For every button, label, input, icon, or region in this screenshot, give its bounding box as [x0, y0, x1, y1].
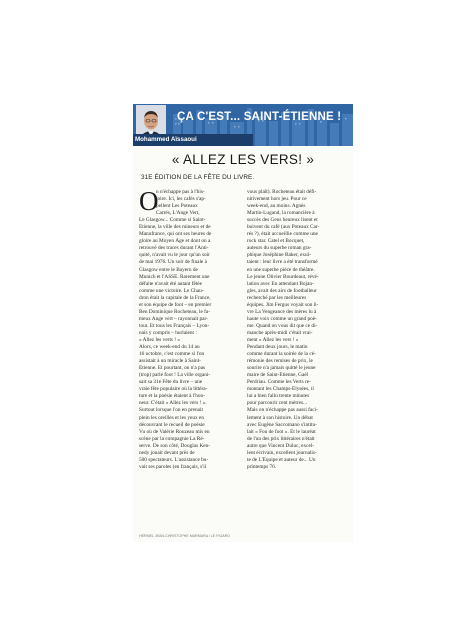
body-text-line: gles, avait des airs de footballeur	[247, 287, 317, 294]
body-text-line: tout. Et tous les Français – Lyon-	[139, 322, 210, 329]
body-text-line: avec Eugène Saccomano s'intitu-	[247, 421, 317, 428]
body-text-line: me. Quand on vous dit que ce di-	[247, 322, 318, 329]
body-text-line: rés ?), était accueillie comme une	[247, 231, 318, 238]
body-text-line: plein les oreilles et les yeux en	[139, 414, 205, 421]
banner-title: ÇA C'EST... SAINT-ÉTIENNE !	[177, 111, 342, 123]
body-text-line: printemps 76.	[247, 463, 277, 470]
body-text-line: taient : leur livre a été transformé	[247, 259, 318, 266]
body-text-line: auteurs du superbe roman gra-	[247, 245, 312, 252]
body-text-line: recherché par les meilleures	[247, 294, 307, 301]
body-text-line: de mai 1976. Un soir de finale à	[139, 259, 207, 266]
body-text-line: lation avec En attendant Bojan-	[247, 280, 314, 287]
author-name: Mohammed Aïssaoui	[135, 136, 197, 143]
body-column-right	[247, 189, 348, 471]
body-text-line: meux Ange vert – rayonnait par-	[139, 315, 208, 322]
body-text-line: défaite n'avait été autant fêtée	[139, 280, 203, 287]
column-banner	[133, 104, 353, 146]
body-text-line: quité, n'avait vu le jour qu'un soir	[139, 252, 210, 259]
article-subhead: 31E ÉDITION DE LA FÊTE DU LIVRE.	[141, 174, 255, 181]
body-text-line: Martin-Lugand, la romancière à	[247, 210, 315, 217]
body-text-line: rock star. Catel et Bocquet,	[247, 238, 305, 245]
newspaper-clipping	[133, 104, 353, 542]
body-text-line: de l'un des prix littéraires n'était	[247, 435, 315, 442]
article-headline: « ALLEZ LES VERS! »	[171, 152, 315, 167]
body-text-line: rémonie des remises de prix, le	[247, 358, 313, 365]
body-text-line: vait ses paroles (en français, s'il	[139, 463, 207, 470]
body-text-line: sait sa 31e Fête du livre – une	[139, 379, 203, 386]
body-text-line: succès des Gens heureux lisent et	[247, 217, 318, 224]
body-text-line: scène par la compagnie La Ré-	[139, 435, 205, 442]
body-column-left	[139, 186, 240, 471]
body-text-line: ture et la poésie étaient à l'hon-	[139, 393, 205, 400]
body-text-line: haute voix comme un grand poè-	[247, 315, 317, 322]
body-text-line: découvrant le recueil de poésie	[139, 421, 205, 428]
body-text-line: gloire au Moyen Âge et dont on a	[139, 238, 211, 245]
body-text-line: lui a bien fallu trente minutes	[247, 393, 310, 400]
author-bar	[133, 134, 253, 146]
body-text-line: Vu où de Valérie Rouzeau mis en	[139, 428, 210, 435]
body-text-line: boivent du café (aux Poteaux Car-	[247, 224, 320, 231]
body-text-line: autre que Vincent Duluc, excel-	[247, 442, 315, 449]
body-text-line: Munich et l'ASSE. Rarement une	[139, 273, 210, 280]
body-text-line: lent écrivain, excellent journalis-	[247, 449, 317, 456]
body-text-line: phique Joséphine Baker, exul-	[247, 252, 311, 259]
body-text-line: Perdriau. Comme les Verts re-	[247, 379, 311, 386]
body-text-line: équipes. Jim Fergus voyait son li-	[247, 301, 319, 308]
body-text-line: (trop) parlé foot ! La ville organi-	[139, 372, 211, 379]
body-text-line: maire de Saint-Étienne, Gaël	[247, 372, 309, 379]
body-text-line: week-end, au moins. Agnès	[247, 203, 306, 210]
body-text-line: « Allez les verts ! »	[139, 336, 181, 343]
drop-cap: O	[139, 186, 159, 216]
body-text-line: vre La Vengeance des mères lu à	[247, 308, 317, 315]
body-text-line: Étienne, la ville des mineurs et de	[139, 224, 211, 231]
body-text-line: lement à son histoire. Un débat	[247, 414, 313, 421]
body-text-line: vraie fête populaire où la littéra-	[139, 386, 208, 393]
body-text-line: nais y compris – hurlaient :	[139, 329, 197, 336]
body-text-line: assistait à un miracle à Saint-	[139, 358, 201, 365]
body-text-line: retrouvé des traces durant l'Anti-	[139, 245, 209, 252]
body-text-line: pellent Les Poteaux	[156, 203, 198, 210]
body-text-line: et son équipe de foot – en premier	[139, 301, 212, 308]
body-text-line: manche après-midi c'était vrai-	[247, 329, 313, 336]
body-text-line: te de L'Équipe et auteur de... Un	[247, 456, 316, 463]
body-text-line: neur. C'était « Allez les vers ! ».	[139, 400, 207, 407]
body-text-line: comme une victoire. Le Chau-	[139, 287, 204, 294]
body-text-line: comme durant la soirée de la cé-	[247, 351, 316, 358]
body-text-line: 500 spectateurs. L'assistance bu-	[139, 456, 209, 463]
body-text-line: pour parcourir cent mètres...	[247, 400, 308, 407]
body-text-line: Glasgow entre le Bayern de	[139, 266, 198, 273]
body-text-line: Ben Dominique Rocheteau, le fa-	[139, 308, 211, 315]
body-text-line: Le jeune Olivier Bourdeaut, révé-	[247, 273, 319, 280]
body-text-line: Manufrance, qui ont ses heures de	[139, 231, 212, 238]
body-text-line: Pendant deux jours, le matin	[247, 344, 308, 351]
body-text-line: dron était la capitale de la France,	[139, 294, 211, 301]
body-text-line: n n'échappe pas à l'his-	[156, 189, 205, 195]
body-text-line: 16 octobre, c'est comme si l'on	[139, 351, 205, 358]
body-text-line: lait « Fou de foot ». Et le lauréat	[247, 428, 316, 435]
body-text-line: toire. Ici, les cafés s'ap-	[156, 196, 206, 203]
body-text-line: ment « Allez les vers ! »	[247, 336, 299, 343]
body-text-line: Mais on n'échappe pas aussi faci-	[247, 407, 318, 414]
body-text-line: nitivement hors jeu. Pour ce	[247, 196, 307, 203]
photo-credit: HERMEL JEAN-CHRISTOPHE MARMARA / LE FIGARO	[139, 534, 231, 538]
body-text-line: sourire n'a jamais quitté le jeune	[247, 365, 316, 372]
body-text-line: Le Glasgow... Comme si Saint-	[139, 217, 206, 224]
body-text-line: nedy jouait devant près de	[139, 449, 195, 456]
body-text-line: Carrés, L'Ange Vert,	[156, 210, 200, 217]
body-text-line: montant les Champs-Élysées, il	[247, 386, 314, 393]
body-text-line: en une superbe pièce de théâtre.	[247, 266, 315, 273]
body-text-line: vous plaît). Rocheteau était défi-	[247, 189, 317, 195]
body-text-line: Étienne. Et pourtant, on n'a pas	[139, 365, 206, 372]
body-text-line: Surtout lorsque l'on en prenait	[139, 407, 203, 414]
body-text-line: Alors, ce week-end du 14 au	[139, 344, 200, 351]
body-text-line: serve. De son côté, Douglas Ken-	[139, 442, 211, 449]
